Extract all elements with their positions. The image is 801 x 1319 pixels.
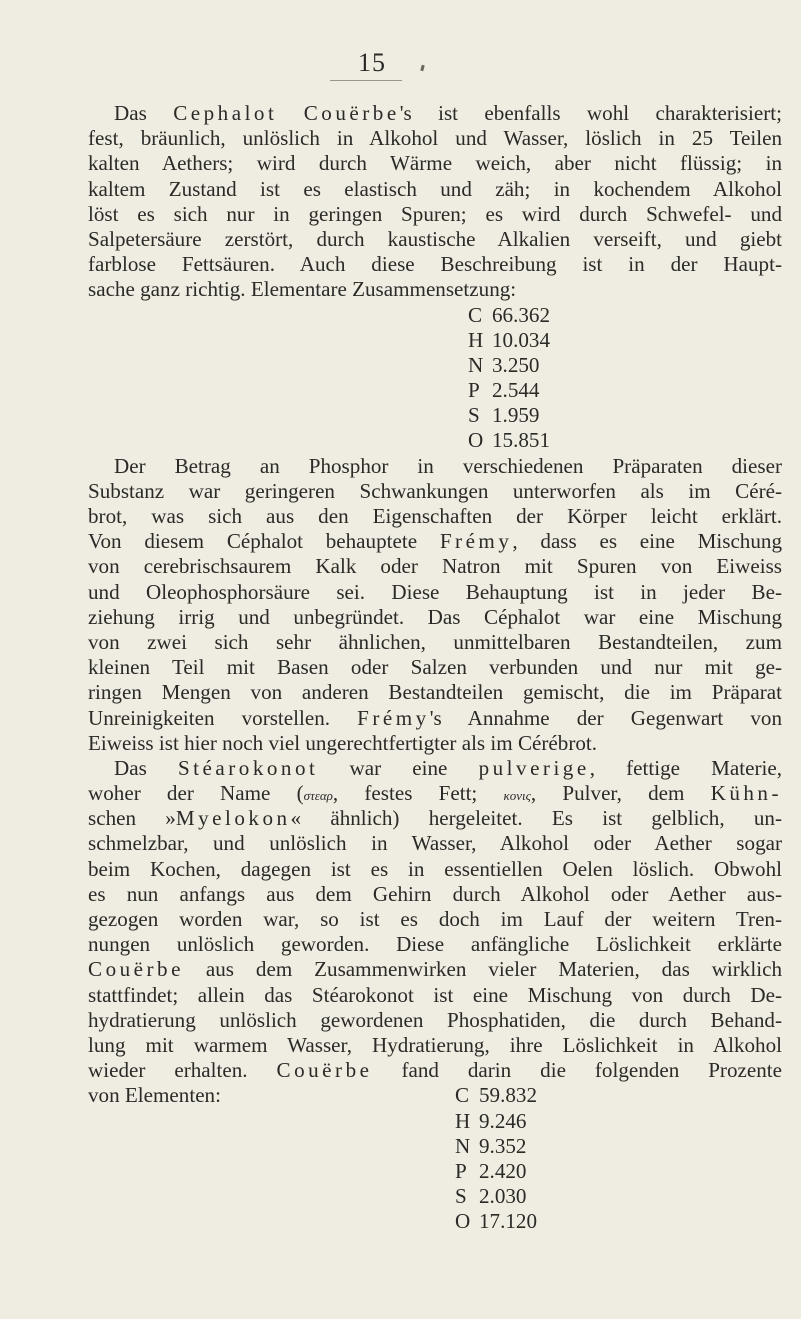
text-run: kalten Aethers; wird durch Wärme weich, aber nicht flüssig; in [88, 151, 782, 176]
text-run: von cerebrischsaurem Kalk oder Natron mit Spuren von Eiweiss [88, 554, 782, 579]
text-line [88, 126, 782, 151]
text-line [88, 907, 782, 932]
text-run: ziehung irrig und unbegründet. Das Céphalot war eine Mischung [88, 604, 782, 629]
element-value: 2.544 [492, 378, 540, 403]
text-line [88, 101, 782, 126]
text-run: wieder erhalten. [88, 1058, 277, 1083]
element-value: 3.250 [492, 352, 540, 377]
text-line [88, 655, 782, 680]
spaced-name: Couërbe [88, 957, 184, 982]
element-symbol: C [468, 302, 483, 327]
text-line [88, 479, 782, 504]
text-run: brot, was sich aus den Eigenschaften der Körper leicht erklärt. [88, 504, 782, 528]
composition-row [88, 1083, 782, 1108]
text-run: Unreinigkeiten vorstellen. [88, 705, 358, 730]
element-symbol: N [468, 352, 484, 377]
composition-row [88, 378, 782, 403]
element-symbol: P [455, 1158, 467, 1183]
text-run: , Pulver, dem [530, 781, 711, 806]
element-symbol: H [455, 1108, 471, 1133]
spaced-name: Cephalot [173, 101, 278, 125]
text-line [88, 580, 782, 605]
text-run: schen » [88, 806, 176, 831]
text-run: gezogen worden war, so ist es doch im Lauf der weitern Tren- [88, 907, 782, 931]
composition-table-stearokonot [88, 1083, 782, 1234]
element-value: 66.362 [492, 302, 551, 327]
composition-row [88, 303, 782, 328]
text-run: kleinen Teil mit Basen oder Salzen verbunden und nur mit ge- [88, 655, 782, 680]
text-line [88, 932, 782, 957]
text-line [88, 454, 782, 479]
element-symbol: P [468, 378, 480, 403]
composition-lead: von Elementen: [88, 1083, 221, 1108]
text-run: sache ganz richtig. Elementare Zusammensetzung: [88, 277, 517, 302]
text-line [88, 252, 782, 277]
composition-row [88, 403, 782, 428]
element-symbol: O [455, 1209, 471, 1234]
text-run: Eiweiss ist hier noch viel ungerechtfertigter als im Cérébrot. [88, 730, 598, 755]
text-run: löst es sich nur in geringen Spuren; es wird durch Schwefel- und [88, 201, 782, 226]
text-line [88, 177, 782, 202]
text-run: farblose Fettsäuren. Auch diese Beschreibung ist in der Haupt- [88, 252, 782, 277]
greek-word: στεαρ [303, 788, 333, 804]
element-value: 9.246 [479, 1108, 527, 1133]
text-line [88, 706, 782, 731]
text-line [88, 831, 782, 856]
text-run: Salpetersäure zerstört, durch kaustische Alkalien verseift, und giebt [88, 226, 782, 251]
text-run: 's Annahme der Gegenwart von [429, 705, 782, 730]
text-run: , fettige Materie, [589, 755, 783, 780]
greek-word: κονις [503, 788, 531, 804]
text-line [88, 504, 782, 529]
text-run: von zwei sich sehr ähnlichen, unmittelbaren Bestandteilen, zum [88, 629, 782, 654]
text-run: hydratierung unlöslich gewordenen Phosphatiden, die durch Behand- [88, 1007, 782, 1032]
element-value: 10.034 [492, 327, 551, 352]
text-line [88, 277, 782, 302]
text-line [88, 202, 782, 227]
element-symbol: C [455, 1083, 470, 1108]
text-run: ringen Mengen von anderen Bestandteilen gemischt, die im Präparat [88, 680, 782, 705]
text-run: Das [114, 101, 174, 125]
element-value: 15.851 [492, 428, 551, 453]
text-run: nungen unlöslich geworden. Diese anfängliche Löslichkeit erklärte [88, 932, 782, 957]
text-run: Von diesem Céphalot behauptete [88, 529, 440, 554]
text-run: und Oleophosphorsäure sei. Diese Behauptung ist in jeder Be- [88, 579, 782, 604]
text-run: war eine [318, 755, 479, 780]
element-value: 1.959 [492, 403, 540, 428]
text-line [88, 1008, 782, 1033]
text-run: es nun anfangs aus dem Gehirn durch Alkohol oder Aether aus- [88, 881, 782, 906]
element-symbol: S [468, 403, 480, 428]
text-run: Substanz war geringeren Schwankungen unterworfen als im Céré- [88, 478, 782, 503]
text-line [88, 857, 782, 882]
text-line [88, 605, 782, 630]
text-line [88, 731, 782, 756]
text-line [88, 554, 782, 579]
paragraph-stearokonot [88, 454, 782, 1084]
spaced-name: Stéarokonot [177, 755, 319, 780]
text-run: fest, bräunlich, unlöslich in Alkohol und Wasser, löslich in 25 Teilen [88, 126, 782, 151]
text-run: Der Betrag an Phosphor in verschiedenen Präparaten dieser [114, 453, 782, 478]
text-run: « ähnlich) hergeleitet. Es ist gelblich, un- [290, 806, 782, 831]
composition-row [88, 428, 782, 453]
text-run: aus dem Zusammenwirken vieler Materien, das wirklich [183, 957, 782, 982]
text-line [88, 957, 782, 982]
composition-row [88, 1184, 782, 1209]
composition-table-cephalot [88, 303, 782, 454]
text-line [88, 227, 782, 252]
text-run: 's ist ebenfalls wohl charakterisiert; [399, 101, 782, 125]
element-symbol: N [455, 1133, 471, 1158]
text-run: schmelzbar, und unlöslich in Wasser, Alkohol oder Aether sogar [88, 831, 782, 856]
element-value: 9.352 [479, 1133, 527, 1158]
body-text [88, 101, 782, 1234]
text-run: , festes Fett; [332, 781, 504, 806]
text-run: stattfindet; allein das Stéarokonot ist eine Mischung von durch De- [88, 982, 782, 1007]
text-run: Das [114, 755, 178, 780]
text-line [88, 529, 782, 554]
text-line [88, 781, 782, 806]
text-run: beim Kochen, dagegen ist es in essentiellen Oelen löslich. Obwohl [88, 856, 782, 881]
text-run: woher der Name ( [88, 781, 304, 806]
composition-row [88, 1134, 782, 1159]
text-run: kaltem Zustand ist es elastisch und zäh; in kochendem Alkohol [88, 176, 782, 201]
element-value: 59.832 [479, 1083, 538, 1108]
text-line [88, 1058, 782, 1083]
spaced-name: pulverige [478, 755, 590, 780]
text-line [88, 680, 782, 705]
text-run: , dass es eine Mischung [512, 529, 782, 554]
text-line [88, 806, 782, 831]
text-line [88, 983, 782, 1008]
spaced-name: Couërbe [303, 101, 400, 125]
spaced-name: Myelokon [175, 806, 291, 831]
text-line [88, 882, 782, 907]
composition-row [88, 328, 782, 353]
element-value: 2.030 [479, 1184, 527, 1209]
print-speck [420, 65, 424, 72]
spaced-name: Frémy [439, 529, 513, 554]
text-line [88, 630, 782, 655]
composition-row [88, 353, 782, 378]
text-line [88, 151, 782, 176]
spaced-name: Frémy [357, 705, 430, 730]
page-number: 15 [358, 48, 386, 77]
page-number-rule [330, 80, 402, 81]
composition-row [88, 1209, 782, 1234]
text-run: fand darin die folgenden Prozente [372, 1058, 782, 1083]
element-symbol: H [468, 327, 484, 352]
element-symbol: O [468, 428, 484, 453]
composition-row [88, 1159, 782, 1184]
text-line [88, 756, 782, 781]
composition-row [88, 1109, 782, 1134]
text-run [277, 101, 303, 125]
element-symbol: S [455, 1184, 467, 1209]
text-line [88, 1033, 782, 1058]
spaced-name: Kühn- [710, 781, 783, 806]
element-value: 2.420 [479, 1158, 527, 1183]
element-value: 17.120 [479, 1209, 538, 1234]
text-run: lung mit warmem Wasser, Hydratierung, ihre Löslichkeit in Alkohol [88, 1032, 782, 1057]
paragraph-cephalot [88, 101, 782, 303]
spaced-name: Couërbe [276, 1058, 373, 1083]
